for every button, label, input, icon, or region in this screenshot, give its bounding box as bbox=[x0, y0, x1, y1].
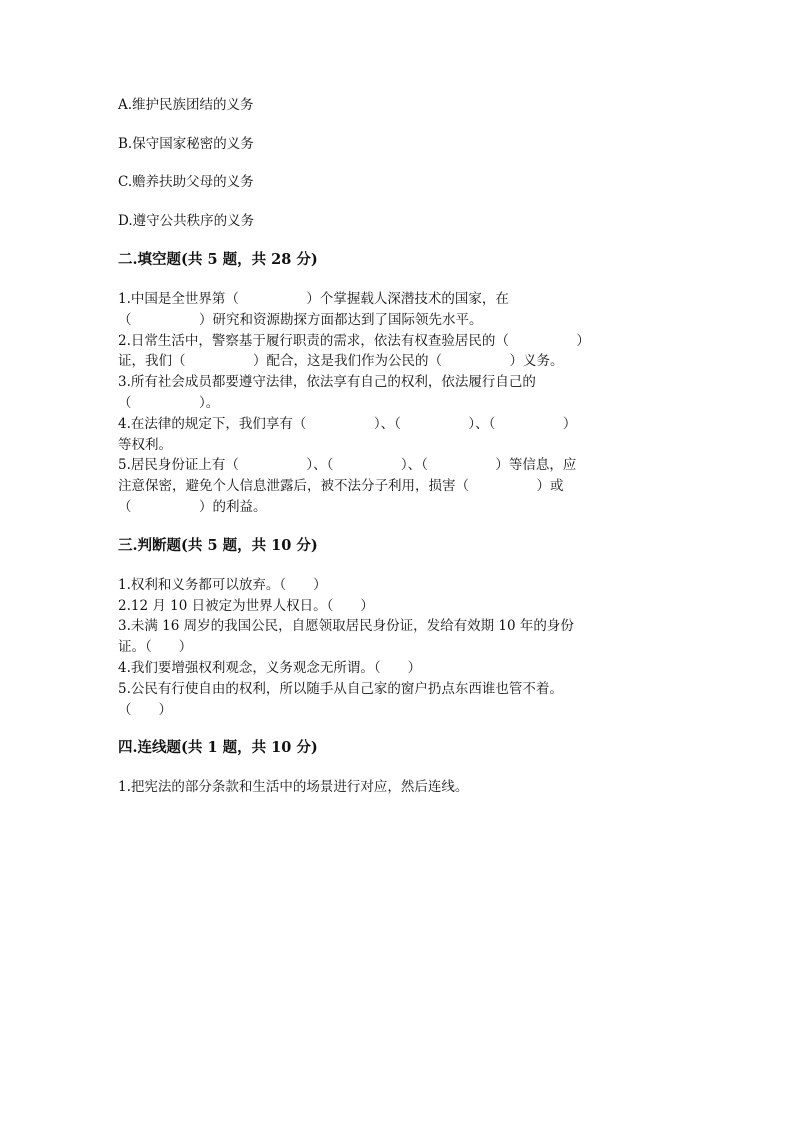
section-matching bbox=[118, 738, 678, 798]
question-line: 证。（ ） bbox=[118, 639, 193, 656]
section-heading: 二.填空题(共 5 题，共 28 分) bbox=[118, 251, 318, 268]
section-heading: 三.判断题(共 5 题，共 10 分) bbox=[118, 536, 318, 554]
question-line: 等权利。 bbox=[118, 436, 172, 453]
question-list bbox=[118, 777, 678, 798]
question-line: 5.居民身份证上有（ ）、（ ）、（ ）等信息，应 bbox=[118, 457, 577, 474]
option-a: A.维护民族团结的义务 bbox=[118, 97, 254, 113]
question-line: 2.12 月 10 日被定为世界人权日。（ ） bbox=[118, 597, 374, 614]
question-line: 2.日常生活中，警察基于履行职责的需求，依法有权查验居民的（ ） bbox=[118, 332, 590, 349]
question-line: （ ）的利益。 bbox=[118, 498, 267, 515]
question-list bbox=[118, 289, 678, 518]
question-line: 证，我们（ ）配合，这是我们作为公民的（ ）义务。 bbox=[118, 353, 564, 370]
question-line: （ ） bbox=[118, 701, 172, 718]
question-line: 4.我们要增强权利观念，义务观念无所谓。（ ） bbox=[118, 659, 422, 676]
question-line: 4.在法律的规定下，我们享有（ ）、（ ）、（ ） bbox=[118, 415, 577, 432]
question-line: 1.把宪法的部分条款和生活中的场景进行对应，然后连线。 bbox=[118, 779, 469, 796]
choice-options bbox=[118, 96, 678, 231]
section-heading: 四.连线题(共 1 题，共 10 分) bbox=[118, 739, 318, 757]
section-true-false bbox=[118, 536, 678, 721]
option-b: B.保守国家秘密的义务 bbox=[118, 135, 254, 152]
option-d: D.遵守公共秩序的义务 bbox=[118, 212, 255, 229]
option-c: C.赡养扶助父母的义务 bbox=[118, 174, 254, 190]
question-line: （ ）研究和资源勘探方面都达到了国际领先水平。 bbox=[118, 311, 483, 328]
question-line: （ ）。 bbox=[118, 394, 220, 411]
question-line: 3.所有社会成员都要遵守法律，依法享有自己的权利，依法履行自己的 bbox=[118, 374, 536, 391]
question-line: 1.中国是全世界第（ ）个掌握载人深潜技术的国家，在 bbox=[118, 291, 509, 307]
question-line: 3.未满 16 周岁的我国公民，自愿领取居民身份证，发给有效期 10 年的身份 bbox=[118, 618, 574, 635]
document-page bbox=[118, 96, 678, 798]
question-line: 注意保密，避免个人信息泄露后，被不法分子利用，损害（ ）或 bbox=[118, 478, 564, 495]
question-list bbox=[118, 575, 678, 721]
question-line: 1.权利和义务都可以放弃。（ ） bbox=[118, 576, 327, 593]
question-line: 5.公民有行使自由的权利，所以随手从自己家的窗户扔点东西谁也管不着。 bbox=[118, 680, 563, 697]
section-fill-blank bbox=[118, 250, 678, 518]
